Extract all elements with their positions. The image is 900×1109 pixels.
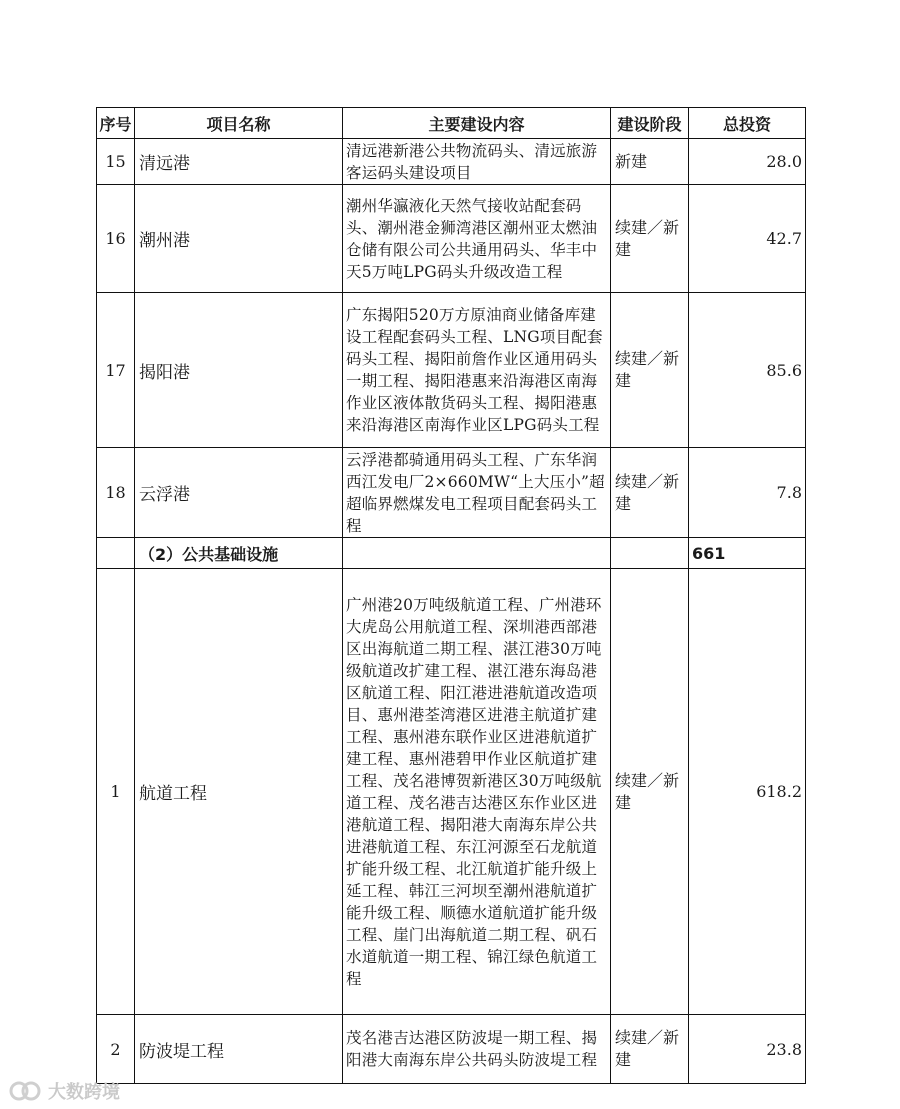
table-header-row bbox=[97, 108, 806, 139]
row-name: 揭阳港 bbox=[135, 293, 343, 448]
row-no: 2 bbox=[97, 1015, 135, 1084]
watermark-text: 大数跨境 bbox=[48, 1082, 120, 1103]
row-investment: 7.8 bbox=[689, 448, 806, 538]
watermark-logo-icon bbox=[8, 1080, 42, 1102]
table-row bbox=[97, 569, 806, 1015]
investment-table bbox=[96, 107, 806, 1084]
section-name: （2）公共基础设施 bbox=[135, 538, 343, 569]
row-investment: 28.0 bbox=[689, 139, 806, 185]
row-no: 17 bbox=[97, 293, 135, 448]
row-stage: 续建／新建 bbox=[611, 1015, 689, 1084]
row-no: 18 bbox=[97, 448, 135, 538]
section-no bbox=[97, 538, 135, 569]
row-content: 清远港新港公共物流码头、清远旅游客运码头建设项目 bbox=[343, 139, 611, 185]
row-stage: 续建／新建 bbox=[611, 448, 689, 538]
row-no: 1 bbox=[97, 569, 135, 1015]
row-content: 广东揭阳520万方原油商业储备库建设工程配套码头工程、LNG项目配套码头工程、揭阳前詹作业区通用码头一期工程、揭阳港惠来沿海港区南海作业区液体散货码头工程、揭阳港惠来沿海港区南海作业区LPG码头工程 bbox=[343, 293, 611, 448]
row-investment: 618.2 bbox=[689, 569, 806, 1015]
row-content: 茂名港吉达港区防波堤一期工程、揭阳港大南海东岸公共码头防波堤工程 bbox=[343, 1015, 611, 1084]
table-row bbox=[97, 139, 806, 185]
row-stage: 续建／新建 bbox=[611, 185, 689, 293]
row-name: 航道工程 bbox=[135, 569, 343, 1015]
watermark bbox=[8, 1078, 120, 1104]
section-investment: 661 bbox=[689, 538, 806, 569]
row-name: 防波堤工程 bbox=[135, 1015, 343, 1084]
header-content: 主要建设内容 bbox=[343, 108, 611, 139]
row-content: 云浮港都骑通用码头工程、广东华润西江发电厂2×660MW“上大压小”超超临界燃煤发电工程项目配套码头工程 bbox=[343, 448, 611, 538]
row-investment: 85.6 bbox=[689, 293, 806, 448]
row-name: 清远港 bbox=[135, 139, 343, 185]
section-content bbox=[343, 538, 611, 569]
row-content: 潮州华瀛液化天然气接收站配套码头、潮州港金狮湾港区潮州亚太燃油仓储有限公司公共通用码头、华丰中天5万吨LPG码头升级改造工程 bbox=[343, 185, 611, 293]
row-no: 15 bbox=[97, 139, 135, 185]
header-investment: 总投资 bbox=[689, 108, 806, 139]
header-stage: 建设阶段 bbox=[611, 108, 689, 139]
row-name: 潮州港 bbox=[135, 185, 343, 293]
section-row bbox=[97, 538, 806, 569]
row-stage: 新建 bbox=[611, 139, 689, 185]
table-row bbox=[97, 185, 806, 293]
row-investment: 23.8 bbox=[689, 1015, 806, 1084]
table-row bbox=[97, 448, 806, 538]
header-no: 序号 bbox=[97, 108, 135, 139]
row-stage: 续建／新建 bbox=[611, 293, 689, 448]
row-content: 广州港20万吨级航道工程、广州港环大虎岛公用航道工程、深圳港西部港区出海航道二期工程、湛江港30万吨级航道改扩建工程、湛江港东海岛港区航道工程、阳江港进港航道改造项目、惠州港荃湾港区进港主航道扩建工程、惠州港东联作业区进港航道扩建工程、惠州港碧甲作业区航道扩建工程、茂名港博贺新港区30万吨级航道工程、茂名港吉达港区东作业区进港航道工程、揭阳港大南海东岸公共进港航道工程、东江河源至石龙航道扩能升级工程、北江航道扩能升级上延工程、韩江三河坝至潮州港航道扩能升级工程、顺德水道航道扩能升级工程、崖门出海航道二期工程、矾石水道航道一期工程、锦江绿色航道工程 bbox=[343, 569, 611, 1015]
section-stage bbox=[611, 538, 689, 569]
row-no: 16 bbox=[97, 185, 135, 293]
row-name: 云浮港 bbox=[135, 448, 343, 538]
row-stage: 续建／新建 bbox=[611, 569, 689, 1015]
table-row bbox=[97, 293, 806, 448]
table-row bbox=[97, 1015, 806, 1084]
row-investment: 42.7 bbox=[689, 185, 806, 293]
header-name: 项目名称 bbox=[135, 108, 343, 139]
